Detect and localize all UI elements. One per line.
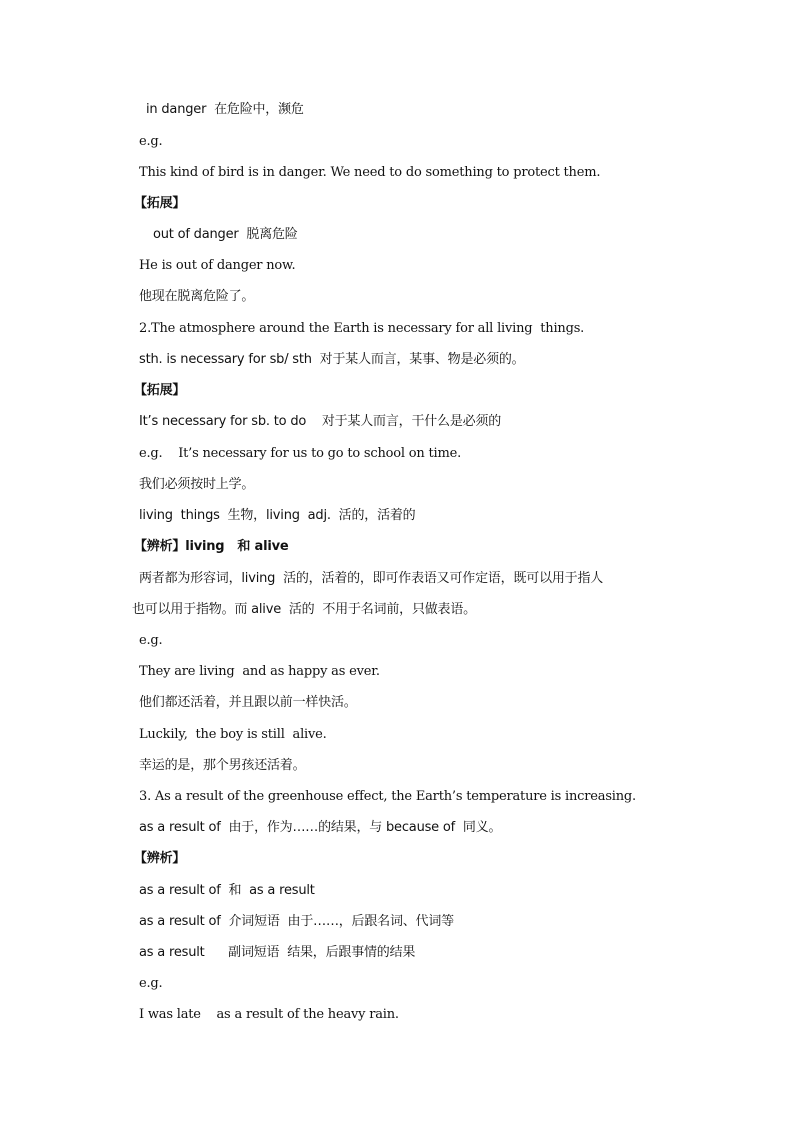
section-heading: 【拓展】 — [134, 196, 186, 211]
text-line: e.g. — [139, 633, 163, 648]
text-line: He is out of danger now. — [139, 258, 296, 273]
text-line: e.g. — [139, 976, 163, 991]
text-line: as a result 副词短语 结果，后跟事情的结果 — [139, 945, 416, 960]
text-line: in danger 在危险中，濒危 — [146, 102, 304, 117]
text-line: This kind of bird is in danger. We need to do something to protect them. — [139, 165, 601, 180]
text-line: 我们必须按时上学。 — [139, 477, 255, 492]
text-line: They are living and as happy as ever. — [139, 664, 380, 679]
text-line: as a result of 介词短语 由于……，后跟名词、代词等 — [139, 914, 454, 929]
text-line: living things 生物，living adj. 活的，活着的 — [139, 508, 416, 523]
text-line: 也可以用于指物。而 alive 活的 不用于名词前，只做表语。 — [132, 602, 476, 617]
text-line: It’s necessary for sb. to do 对于某人而言，干什么是必须的 — [139, 414, 502, 429]
text-line: as a result of 由于，作为……的结果，与 because of 同义。 — [139, 820, 502, 835]
text-line: e.g. It’s necessary for us to go to school on time. — [139, 446, 462, 461]
section-heading: 【辨析】 — [134, 851, 186, 866]
section-heading: 【拓展】 — [134, 383, 186, 398]
text-line: sth. is necessary for sb/ sth 对于某人而言，某事、物是必须的。 — [139, 352, 525, 367]
text-line: 他们都还活着，并且跟以前一样快活。 — [139, 695, 357, 710]
text-line: 3. As a result of the greenhouse effect, the Earth’s temperature is increasing. — [139, 789, 636, 804]
text-line: e.g. — [139, 134, 163, 149]
section-heading: 【辨析】living 和 alive — [134, 539, 289, 554]
text-line: out of danger 脱离危险 — [153, 227, 298, 242]
text-line: as a result of 和 as a result — [139, 883, 315, 898]
text-line: Luckily, the boy is still alive. — [139, 727, 327, 742]
text-line: 幸运的是，那个男孩还活着。 — [139, 758, 306, 773]
text-line: 两者都为形容词，living 活的，活着的，即可作表语又可作定语，既可以用于指人 — [139, 571, 604, 586]
text-line: 他现在脱离危险了。 — [139, 289, 255, 304]
text-line: I was late as a result of the heavy rain. — [139, 1007, 399, 1022]
text-line: 2.The atmosphere around the Earth is necessary for all living things. — [139, 321, 585, 336]
